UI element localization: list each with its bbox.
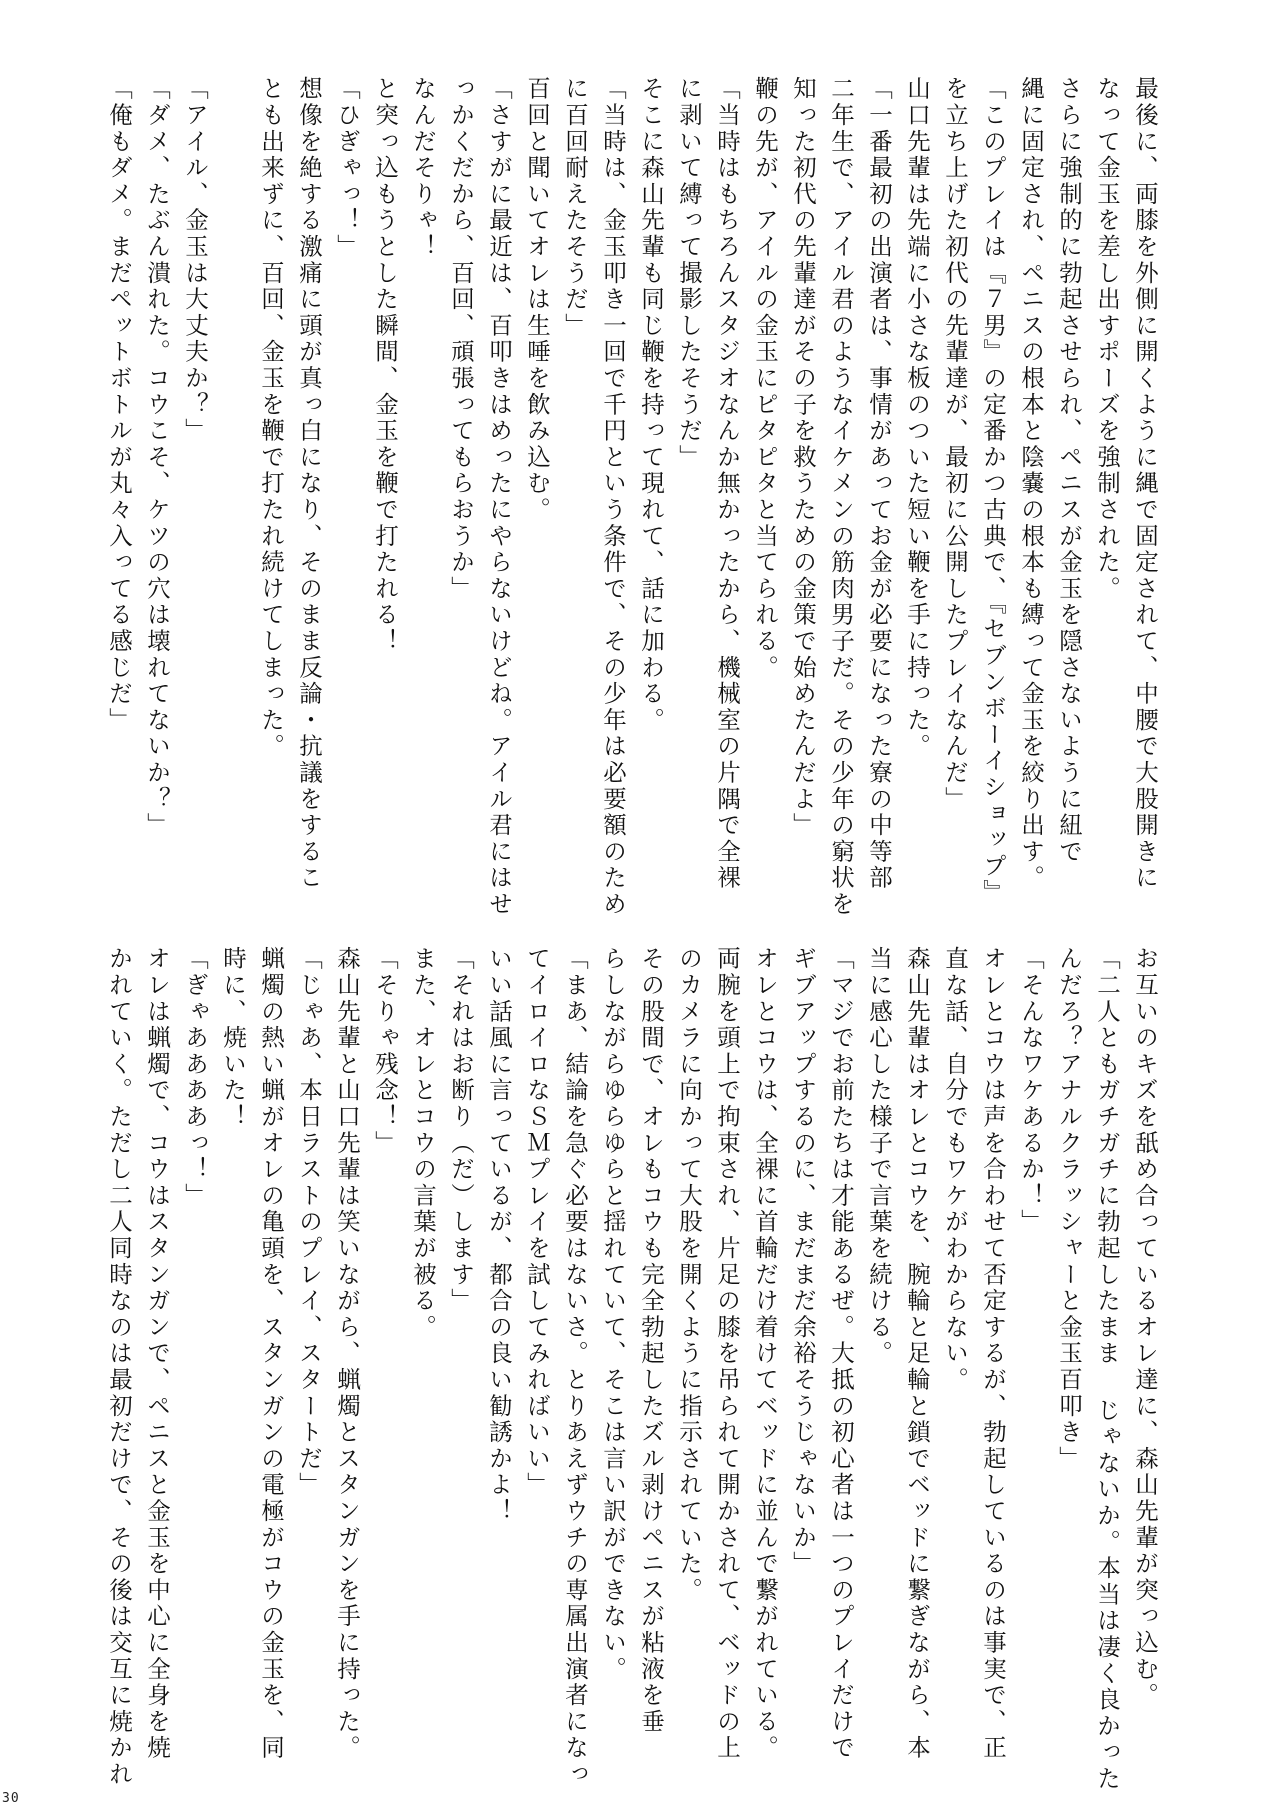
text-line: に百回耐えたそうだ」 — [561, 76, 589, 339]
text-line: 「一番最初の出演者は、事情があってお金が必要になった寮の中等部 — [865, 76, 893, 892]
text-line: いい話風に言っているが、都合の良い勧誘かよ！ — [485, 946, 513, 1525]
text-line: オレとコウは、全裸に首輪だけ着けてベッドに並んで繋がれている。 — [751, 946, 779, 1762]
text-line: 「さすがに最近は、百叩きはめったにやらないけどね。アイル君にはせ — [485, 76, 513, 918]
text-line: 「じゃあ、本日ラストのプレイ、スタートだ」 — [295, 946, 323, 1499]
text-line: また、オレとコウの言葉が被る。 — [409, 946, 437, 1341]
text-line: 蝋燭の熱い蝋がオレの亀頭を、スタンガンの電極がコウの金玉を、同 — [257, 946, 285, 1762]
text-line: なんだそりゃ！ — [409, 76, 437, 261]
text-block-top — [105, 76, 1164, 918]
text-line: 想像を絶する激痛に頭が真っ白になり、そのまま反論・抗議をするこ — [295, 76, 323, 892]
text-line: 「そんなワケあるか！」 — [1017, 946, 1045, 1236]
text-line: 二年生で、アイル君のようなイケメンの筋肉男子だ。その少年の窮状を — [827, 76, 855, 918]
text-line: 縄に固定され、ペニスの根本と陰嚢の根本も縛って金玉を絞り出す。 — [1017, 76, 1045, 892]
text-line: 森山先輩はオレとコウを、腕輪と足輪と鎖でベッドに繋ぎながら、本 — [903, 946, 931, 1762]
text-line: に剥いて縛って撮影したそうだ」 — [675, 76, 703, 471]
text-line: のカメラに向かって大股を開くように指示されていた。 — [675, 946, 703, 1604]
text-line: かれていく。ただし二人同時なのは最初だけで、その後は交互に焼かれ — [105, 946, 133, 1788]
text-line: らしながらゆらゆらと揺れていて、そこは言い訳ができない。 — [599, 946, 627, 1683]
text-line: 当に感心した様子で言葉を続ける。 — [865, 946, 893, 1367]
text-line: と突っ込もうとした瞬間、金玉を鞭で打たれる！ — [371, 76, 399, 655]
text-line: 「ダメ、たぶん潰れた。コウこそ、ケツの穴は壊れてないか？」 — [143, 76, 171, 839]
text-line: ギブアップするのに、まだまだ余裕そうじゃないか」 — [789, 946, 817, 1578]
text-line: 知った初代の先輩達がその子を救うための金策で始めたんだよ」 — [789, 76, 817, 839]
text-line: 森山先輩と山口先輩は笑いながら、蝋燭とスタンガンを手に持った。 — [333, 946, 361, 1762]
text-block-bottom — [105, 946, 1164, 1793]
text-line: さらに強制的に勃起させられ、ペニスが金玉を隠さないように紐で — [1055, 76, 1083, 865]
text-line: 「マジでお前たちは才能あるぜ。大抵の初心者は一つのプレイだけで — [827, 946, 855, 1762]
page-number: 30 — [2, 1791, 20, 1806]
text-line: 「当時はもちろんスタジオなんか無かったから、機械室の片隅で全裸 — [713, 76, 741, 892]
text-line: オレは蝋燭で、コウはスタンガンで、ペニスと金玉を中心に全身を焼 — [143, 946, 171, 1762]
text-line: そこに森山先輩も同じ鞭を持って現れて、話に加わる。 — [637, 76, 665, 734]
text-line: オレとコウは声を合わせて否定するが、勃起しているのは事実で、正 — [979, 946, 1007, 1762]
text-line: 直な話、自分でもワケがわからない。 — [941, 946, 969, 1394]
text-line: 「ひぎゃっ！」 — [333, 76, 361, 261]
text-line: 鞭の先が、アイルの金玉にピタピタと当てられる。 — [751, 76, 779, 681]
text-line: んだろ？アナルクラッシャーと金玉百叩き」 — [1055, 946, 1083, 1472]
text-line: を立ち上げた初代の先輩達が、最初に公開したプレイなんだ」 — [941, 76, 969, 813]
text-line: 両腕を頭上で拘束され、片足の膝を吊られて開かされて、ベッドの上 — [713, 946, 741, 1762]
text-line: 山口先輩は先端に小さな板のついた短い鞭を手に持った。 — [903, 76, 931, 760]
text-line — [214, 76, 252, 876]
text-line: 最後に、両膝を外側に開くように縄で固定されて、中腰で大股開きに — [1131, 76, 1159, 892]
text-line: 「そりゃ残念！」 — [371, 946, 399, 1157]
text-line: とも出来ずに、百回、金玉を鞭で打たれ続けてしまった。 — [257, 76, 285, 760]
text-line: 「二人ともガチガチに勃起したまま じゃないか。本当は凄く良かった — [1093, 946, 1121, 1793]
text-line: っかくだから、百回、頑張ってもらおうか」 — [447, 76, 475, 602]
text-line: 「それはお断り（だ）します」 — [447, 946, 475, 1315]
text-line: 「当時は、金玉叩き一回で千円という条件で、その少年は必要額のため — [599, 76, 627, 918]
text-line: 「アイル、金玉は大丈夫か？」 — [181, 76, 209, 445]
text-line: なって金玉を差し出すポーズを強制された。 — [1093, 76, 1121, 602]
text-line: 「俺もダメ。まだペットボトルが丸々入ってる感じだ」 — [105, 76, 133, 734]
text-line: 「ぎゃああああっ！」 — [181, 946, 209, 1209]
text-line: お互いのキズを舐め合っているオレ達に、森山先輩が突っ込む。 — [1131, 946, 1159, 1709]
text-line: てイロイロなＳＭプレイを試してみればいい」 — [523, 946, 551, 1499]
text-line: 百回と聞いてオレは生唾を飲み込む。 — [523, 76, 551, 524]
text-line: その股間で、オレもコウも完全勃起したズル剥けペニスが粘液を垂 — [637, 946, 665, 1735]
text-line: 時に、焼いた！ — [219, 946, 247, 1131]
text-line: 「まあ、結論を急ぐ必要はないさ。とりあえずウチの専属出演者になっ — [561, 946, 589, 1788]
text-line: 「このプレイは『７男』の定番かつ古典で、『セブンボーイショップ』 — [979, 76, 1007, 906]
